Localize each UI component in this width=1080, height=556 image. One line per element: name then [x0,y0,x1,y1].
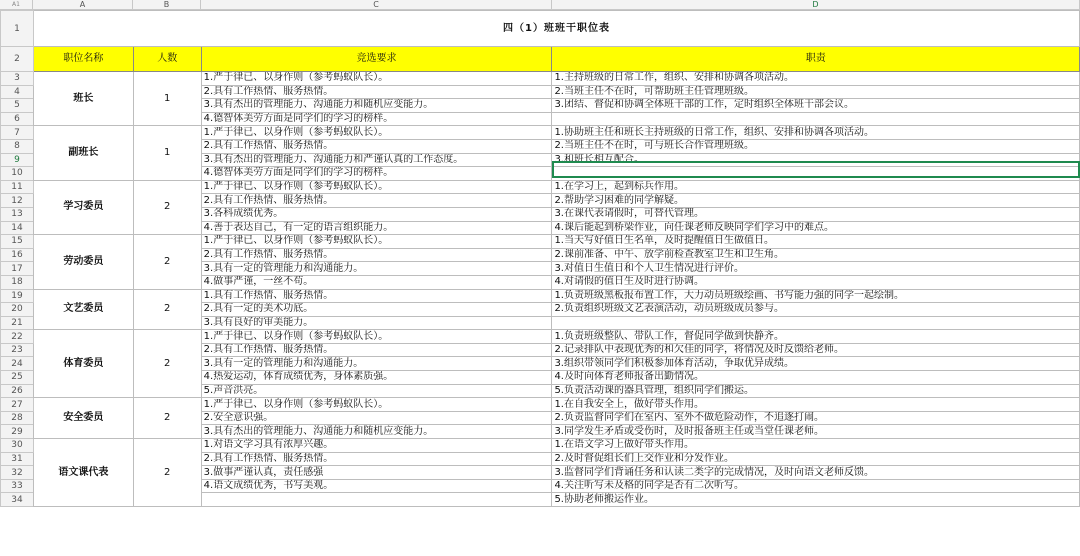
position-count[interactable]: 2 [133,330,201,398]
header-requirements[interactable]: 竞选要求 [201,47,552,72]
position-count[interactable]: 2 [133,439,201,507]
requirement-cell[interactable]: 1.严于律已、以身作则（参考蚂蚁队长）。 [201,72,552,86]
row-number[interactable]: 21 [1,316,34,330]
row-number[interactable]: 20 [1,303,34,317]
duty-cell[interactable]: 1.负责班级黑板报布置工作，大力动员班级绘画、书写能力强的同学一起绘制。 [552,289,1080,303]
duty-cell[interactable]: 2.当班主任不在时，可与班长合作管理班级。 [552,139,1080,153]
requirement-cell[interactable]: 3.具有良好的审美能力。 [201,316,552,330]
position-count[interactable]: 1 [133,126,201,180]
table-title[interactable]: 四（1）班班干职位表 [33,11,1079,47]
duty-cell[interactable]: 1.当天写好值日生名单，及时提醒值日生做值日。 [552,235,1080,249]
row-number[interactable]: 31 [1,452,34,466]
row-number[interactable]: 24 [1,357,34,371]
duty-cell[interactable]: 1.主持班级的日常工作，组织、安排和协调各项活动。 [552,72,1080,86]
requirement-cell[interactable]: 3.各科成绩优秀。 [201,207,552,221]
row-number[interactable]: 5 [1,99,34,113]
requirement-cell[interactable] [201,493,552,507]
row-number[interactable]: 10 [1,167,34,181]
duty-cell[interactable] [552,167,1080,181]
header-count[interactable]: 人数 [133,47,201,72]
position-count[interactable]: 2 [133,398,201,439]
duty-cell[interactable]: 2.帮助学习困难的同学解疑。 [552,194,1080,208]
requirement-cell[interactable]: 1.对语文学习具有浓厚兴趣。 [201,439,552,453]
duty-cell[interactable]: 2.及时督促组长们上交作业和分发作业。 [552,452,1080,466]
row-number[interactable]: 16 [1,248,34,262]
row-number[interactable]: 2 [1,47,34,72]
data-grid [0,10,1080,507]
position-name[interactable]: 文艺委员 [33,289,133,330]
duty-cell[interactable]: 4.及时向体育老师报备出勤情况。 [552,371,1080,385]
requirement-cell[interactable]: 3.具有杰出的管理能力、沟通能力和随机应变能力。 [201,99,552,113]
requirement-cell[interactable]: 4.德智体美劳方面是同学们的学习的榜样。 [201,167,552,181]
row-number[interactable]: 17 [1,262,34,276]
requirement-cell[interactable]: 4.德智体美劳方面是同学们的学习的榜样。 [201,112,552,126]
requirement-cell[interactable]: 3.具有一定的管理能力和沟通能力。 [201,262,552,276]
row-number[interactable]: 27 [1,398,34,412]
row-number[interactable]: 15 [1,235,34,249]
requirement-cell[interactable]: 3.具有杰出的管理能力、沟通能力和严谨认真的工作态度。 [201,153,552,167]
position-name[interactable]: 语文课代表 [33,439,133,507]
row-number[interactable]: 14 [1,221,34,235]
requirement-cell[interactable]: 1.严于律已、以身作则（参考蚂蚁队长）。 [201,180,552,194]
row-number[interactable]: 12 [1,194,34,208]
duty-cell[interactable]: 3.组织带领同学们积极参加体育活动，争取优异成绩。 [552,357,1080,371]
requirement-cell[interactable]: 3.具有一定的管理能力和沟通能力。 [201,357,552,371]
requirement-cell[interactable]: 3.做事严谨认真，责任感强 [201,466,552,480]
row-number[interactable]: 23 [1,343,34,357]
duty-cell[interactable]: 2.课前准备、中午、放学前检查教室卫生和卫生角。 [552,248,1080,262]
position-count[interactable]: 2 [133,289,201,330]
row-number[interactable]: 13 [1,207,34,221]
requirement-cell[interactable]: 1.具有工作热情、服务热情。 [201,289,552,303]
duty-cell[interactable]: 3.同学发生矛盾或受伤时，及时报备班主任或当堂任课老师。 [552,425,1080,439]
row-number[interactable]: 34 [1,493,34,507]
column-header-c[interactable]: C [201,0,552,10]
header-position[interactable]: 职位名称 [33,47,133,72]
duty-cell[interactable]: 3.在课代表请假时，可替代管理。 [552,207,1080,221]
column-headers [33,0,1080,10]
duty-cell[interactable]: 3.对值日生值日和个人卫生情况进行评价。 [552,262,1080,276]
row-number[interactable]: 3 [1,72,34,86]
row-number[interactable]: 19 [1,289,34,303]
duty-cell[interactable]: 2.当班主任不在时，可帮助班主任管理班级。 [552,85,1080,99]
row-number[interactable]: 26 [1,384,34,398]
duty-cell[interactable]: 1.负责班级整队、带队工作，督促同学做到快静齐。 [552,330,1080,344]
duty-cell[interactable]: 5.协助老师搬运作业。 [552,493,1080,507]
requirement-cell[interactable]: 2.安全意识强。 [201,411,552,425]
column-header-b[interactable]: B [133,0,201,10]
row-number[interactable]: 33 [1,479,34,493]
requirement-cell[interactable]: 2.具有工作热情、服务热情。 [201,452,552,466]
position-name[interactable]: 劳动委员 [33,235,133,289]
requirement-cell[interactable]: 4.语文成绩优秀，书写美观。 [201,479,552,493]
column-header-d[interactable]: D [552,0,1080,10]
duty-cell[interactable]: 2.负责监督同学们在室内、室外不做危险动作，不追逐打闹。 [552,411,1080,425]
position-count[interactable]: 2 [133,235,201,289]
duty-cell[interactable]: 3.团结、督促和协调全体班干部的工作，定时组织全体班干部会议。 [552,99,1080,113]
duty-cell[interactable]: 1.协助班主任和班长主持班级的日常工作，组织、安排和协调各项活动。 [552,126,1080,140]
requirement-cell[interactable]: 2.具有工作热情、服务热情。 [201,248,552,262]
requirement-cell[interactable]: 1.严于律已、以身作则（参考蚂蚁队长）。 [201,126,552,140]
header-duties[interactable]: 职责 [552,47,1080,72]
duty-cell[interactable]: 2.记录排队中表现优秀的和欠佳的同学，将情况及时反馈给老师。 [552,343,1080,357]
duty-cell[interactable]: 3.监督同学们背诵任务和认读二类字的完成情况，及时向语文老师反馈。 [552,466,1080,480]
row-number[interactable]: 25 [1,371,34,385]
row-number[interactable]: 18 [1,275,34,289]
requirement-cell[interactable]: 2.具有一定的美术功底。 [201,303,552,317]
duty-cell[interactable]: 4.课后能起到桥梁作业，向任课老师反映同学们学习中的难点。 [552,221,1080,235]
duty-cell[interactable]: 3.和班长相互配合。 [552,153,1080,167]
duty-cell[interactable] [552,316,1080,330]
row-number[interactable]: 29 [1,425,34,439]
requirement-cell[interactable]: 2.具有工作热情、服务热情。 [201,194,552,208]
duty-cell[interactable]: 5.负责活动课的器具管理，组织同学们搬运。 [552,384,1080,398]
requirement-cell[interactable]: 2.具有工作热情、服务热情。 [201,85,552,99]
row-number[interactable]: 1 [1,11,34,47]
position-name[interactable]: 副班长 [33,126,133,180]
requirement-cell[interactable]: 1.严于律已、以身作则（参考蚂蚁队长）。 [201,235,552,249]
column-header-a[interactable]: A [33,0,133,10]
requirement-cell[interactable]: 5.声音洪亮。 [201,384,552,398]
row-number[interactable]: 8 [1,139,34,153]
requirement-cell[interactable]: 1.严于律已、以身作则（参考蚂蚁队长）。 [201,398,552,412]
duty-cell[interactable] [552,112,1080,126]
row-number[interactable]: 6 [1,112,34,126]
duty-cell[interactable]: 2.负责组织班级文艺表演活动，动员班级成员参与。 [552,303,1080,317]
position-count[interactable]: 2 [133,180,201,234]
requirement-cell[interactable]: 3.具有杰出的管理能力、沟通能力和随机应变能力。 [201,425,552,439]
duty-cell[interactable]: 4.关注听写未及格的同学是否有二次听写。 [552,479,1080,493]
row-number[interactable]: 11 [1,180,34,194]
position-name[interactable]: 安全委员 [33,398,133,439]
duty-cell[interactable]: 1.在语文学习上做好带头作用。 [552,439,1080,453]
row-number[interactable]: 30 [1,439,34,453]
row-number[interactable]: 9 [1,153,34,167]
row-number[interactable]: 32 [1,466,34,480]
requirement-cell[interactable]: 2.具有工作热情、服务热情。 [201,343,552,357]
row-number[interactable]: 28 [1,411,34,425]
requirement-cell[interactable]: 1.严于律已、以身作则（参考蚂蚁队长）。 [201,330,552,344]
row-number[interactable]: 4 [1,85,34,99]
position-count[interactable]: 1 [133,72,201,126]
duty-cell[interactable]: 4.对请假的值日生及时进行协调。 [552,275,1080,289]
position-name[interactable]: 学习委员 [33,180,133,234]
requirement-cell[interactable]: 2.具有工作热情、服务热情。 [201,139,552,153]
requirement-cell[interactable]: 4.善于表达自己，有一定的语言组织能力。 [201,221,552,235]
position-name[interactable]: 班长 [33,72,133,126]
select-all-corner[interactable]: A1 [0,0,33,10]
row-number[interactable]: 22 [1,330,34,344]
requirement-cell[interactable]: 4.做事严谨，一丝不苟。 [201,275,552,289]
requirement-cell[interactable]: 4.热爱运动，体育成绩优秀，身体素质强。 [201,371,552,385]
duty-cell[interactable]: 1.在学习上，起到标兵作用。 [552,180,1080,194]
row-number[interactable]: 7 [1,126,34,140]
position-name[interactable]: 体育委员 [33,330,133,398]
duty-cell[interactable]: 1.在自我安全上，做好带头作用。 [552,398,1080,412]
